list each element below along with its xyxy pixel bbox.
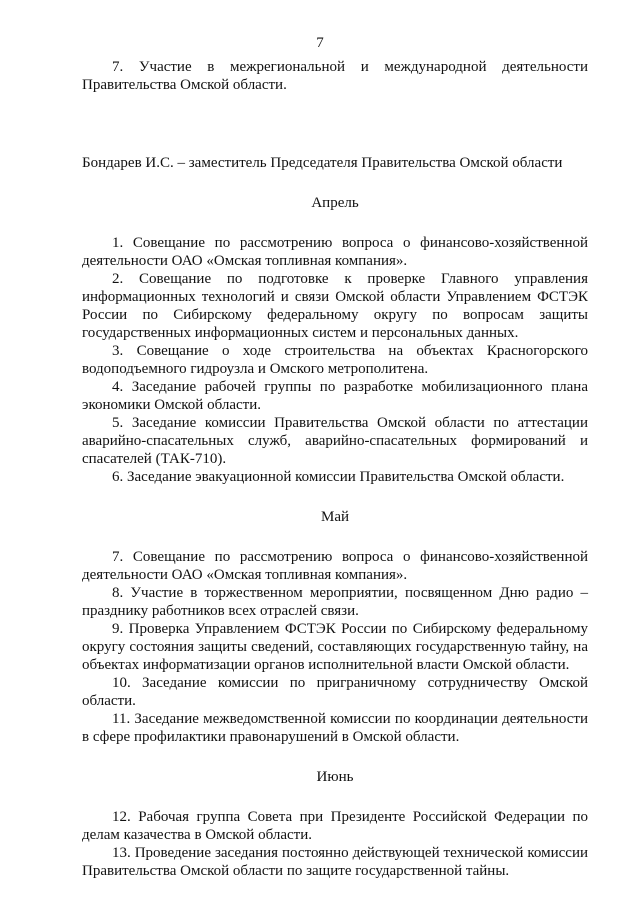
list-item: 11. Заседание межведомственной комиссии по координации деятельности в сфере профилактики правонарушений в Омской области.	[82, 711, 588, 745]
person-heading: Бондарев И.С. – заместитель Председателя Правительства Омской области	[82, 155, 563, 171]
list-item: 9. Проверка Управлением ФСТЭК России по Сибирскому федеральному округу состояния защиты сведений, составляющих государственную тайну, на объектах информатизации органов исполнительной власти Омской области.	[82, 621, 588, 673]
april-items	[82, 234, 588, 486]
list-item: 3. Совещание о ходе строительства на объектах Красногорского водоподъемного гидроузла и Омского метрополитена.	[82, 343, 588, 377]
list-item: 6. Заседание эвакуационной комиссии Правительства Омской области.	[112, 469, 565, 485]
may-items	[82, 548, 588, 746]
list-item: 2. Совещание по подготовке к проверке Главного управления информационных технологий и связи Омской области Управлением ФСТЭК России по Сибирскому федеральному округу по вопросам защиты государственных информационных систем и персональных данных.	[82, 271, 588, 341]
month-heading-april: Апрель	[311, 195, 359, 211]
list-item: 8. Участие в торжественном мероприятии, посвященном Дню радио – празднику работников всех отраслей связи.	[82, 585, 588, 619]
list-item: 5. Заседание комиссии Правительства Омской области по аттестации аварийно-спасательных служб, аварийно-спасательных формирований и спасателей (ТАК-710).	[82, 415, 588, 467]
month-heading-may: Май	[320, 509, 350, 525]
intro-item: 7. Участие в межрегиональной и международной деятельности Правительства Омской области.	[82, 59, 588, 93]
june-items	[82, 808, 588, 880]
month-heading-june: Июнь	[316, 769, 354, 785]
list-item: 1. Совещание по рассмотрению вопроса о финансово-хозяйственной деятельности ОАО «Омская топливная компания».	[82, 235, 588, 269]
list-item: 12. Рабочая группа Совета при Президенте Российской Федерации по делам казачества в Омской области.	[82, 809, 588, 843]
list-item: 10. Заседание комиссии по приграничному сотрудничеству Омской области.	[82, 675, 588, 709]
page-number: 7	[316, 35, 324, 51]
list-item: 7. Совещание по рассмотрению вопроса о финансово-хозяйственной деятельности ОАО «Омская топливная компания».	[82, 549, 588, 583]
list-item: 13. Проведение заседания постоянно действующей технической комиссии Правительства Омской области по защите государственной тайны.	[82, 845, 588, 879]
document-body	[82, 58, 588, 880]
list-item: 4. Заседание рабочей группы по разработке мобилизационного плана экономики Омской области.	[82, 379, 588, 413]
